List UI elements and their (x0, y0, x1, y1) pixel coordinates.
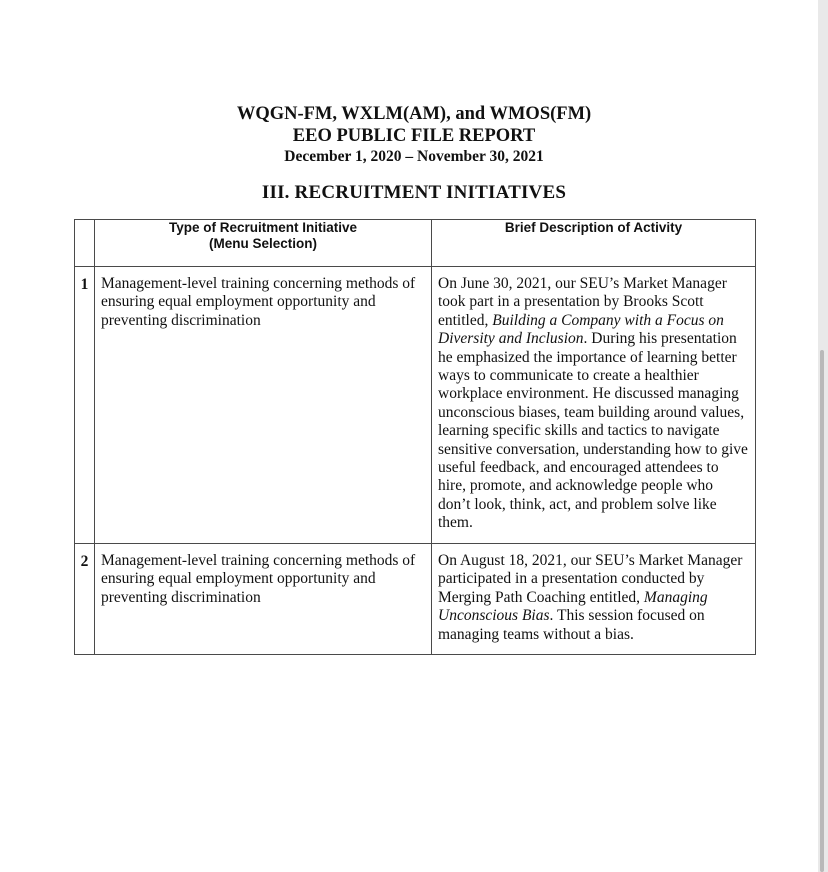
row-number: 2 (75, 544, 95, 655)
report-period: December 1, 2020 – November 30, 2021 (284, 148, 544, 165)
header-description-cell (432, 220, 756, 267)
activity-description: On June 30, 2021, our SEU’s Market Manager took part in a presentation by Brooks Scott entitled, Building a Company with a Focus on Diversity and Inclusion. During his presentation he emphasized the importance of learning better ways to communicate to create a healthier workplace environment. He discussed managing unconscious biases, team building around values, learning specific skills and tactics to navigate sensitive conversation, understanding how to give useful feedback, and encouraged attendees to hire, promote, and acknowledge people who don’t look, think, act, and problem solve like them. (432, 267, 756, 544)
header-type-cell (95, 220, 432, 267)
section-heading: III. RECRUITMENT INITIATIVES (261, 182, 567, 203)
report-title: EEO PUBLIC FILE REPORT (292, 126, 536, 146)
row-number: 1 (75, 267, 95, 544)
initiative-type: Management-level training concerning methods of ensuring equal employment opportunity and preventing discrimination (95, 267, 432, 544)
vertical-scrollbar[interactable] (820, 350, 824, 872)
presentation-title: Building a Company with a Focus on Diversity and Inclusion (438, 311, 724, 348)
table-row (75, 267, 756, 544)
activity-description: On August 18, 2021, our SEU’s Market Manager participated in a presentation conducted by Merging Path Coaching entitled, Managing Unconscious Bias. This session focused on managing teams without a bias. (432, 544, 756, 655)
recruitment-initiatives-table (74, 219, 756, 655)
header-number-cell (75, 220, 95, 267)
station-callsigns-title: WQGN-FM, WXLM(AM), and WMOS(FM) (236, 104, 592, 124)
header-description-label: Brief Description of Activity (504, 220, 683, 235)
header-type-label: Type of Recruitment Initiative (168, 220, 358, 235)
header-type-sublabel: (Menu Selection) (208, 236, 317, 251)
presentation-title: Managing Unconscious Bias (438, 588, 708, 625)
initiative-type: Management-level training concerning methods of ensuring equal employment opportunity and preventing discrimination (95, 544, 432, 655)
table-header-row (75, 220, 756, 267)
table-row (75, 544, 756, 655)
